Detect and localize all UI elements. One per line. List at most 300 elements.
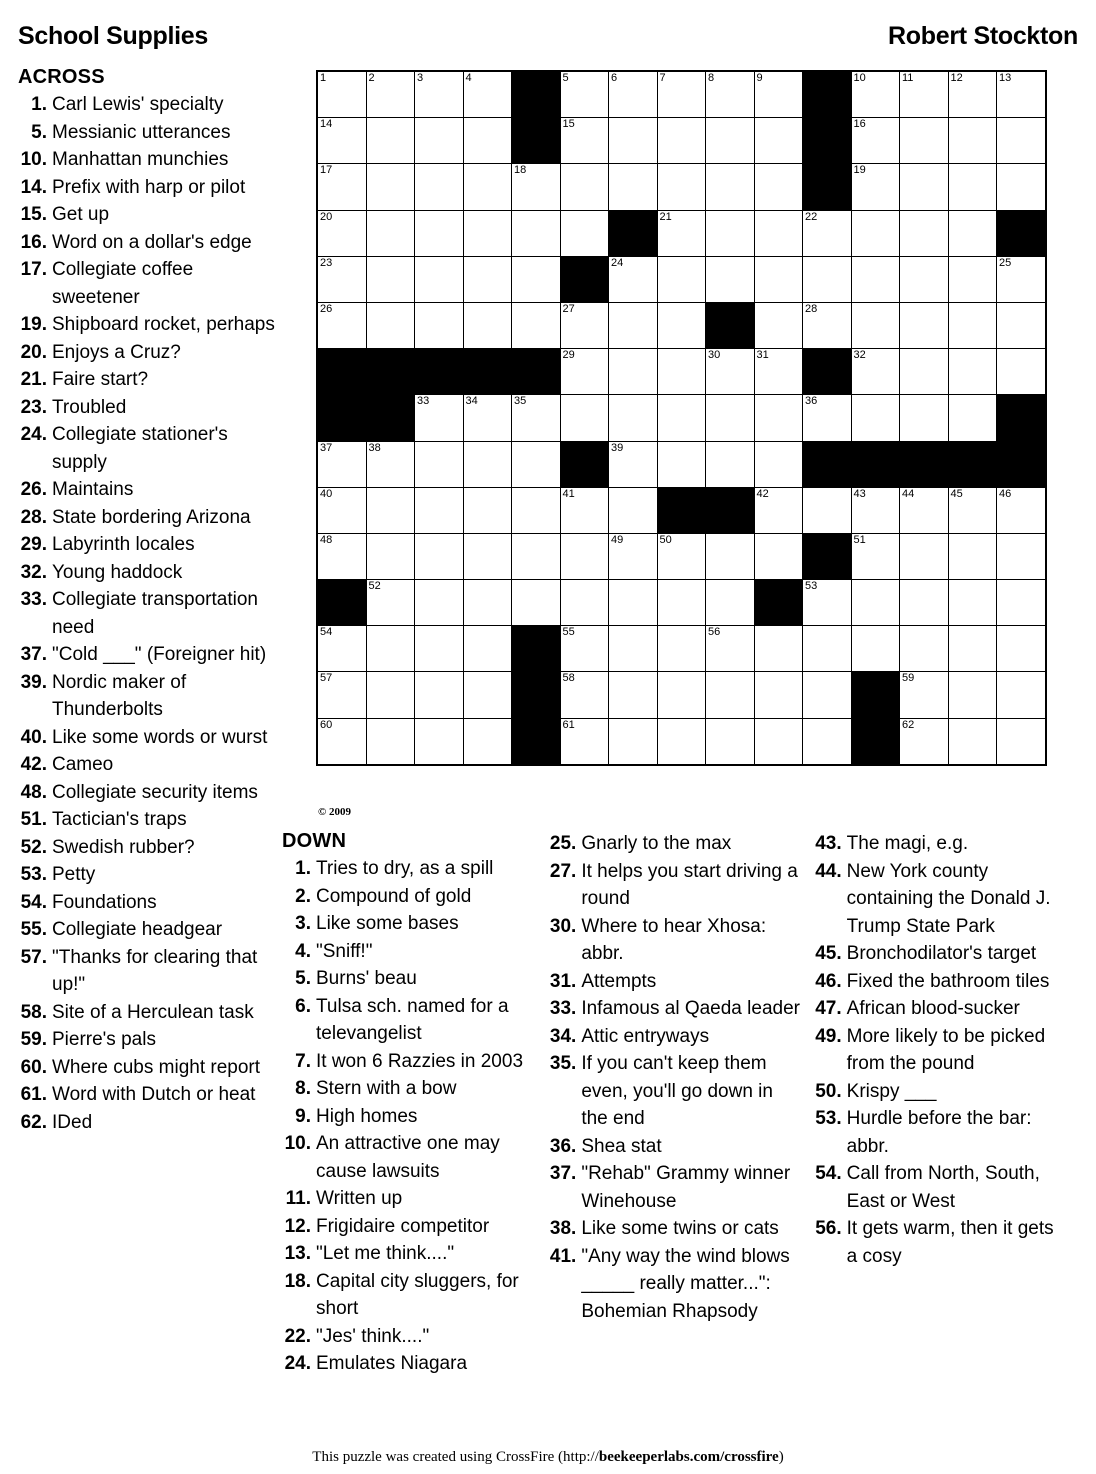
clue-number: 37. bbox=[549, 1163, 577, 1184]
grid-cell[interactable] bbox=[366, 718, 415, 765]
grid-cell-number: 30 bbox=[708, 349, 721, 362]
grid-cell[interactable] bbox=[706, 533, 755, 579]
grid-cell[interactable] bbox=[900, 533, 949, 579]
grid-cell[interactable] bbox=[900, 164, 949, 210]
grid-table[interactable] bbox=[316, 70, 1047, 766]
grid-cell[interactable] bbox=[657, 672, 706, 718]
grid-cell[interactable] bbox=[415, 441, 464, 487]
grid-cell[interactable] bbox=[609, 256, 658, 302]
grid-cell[interactable] bbox=[754, 302, 803, 348]
grid-cell[interactable] bbox=[851, 349, 900, 395]
grid-cell[interactable] bbox=[754, 349, 803, 395]
clue-item bbox=[18, 834, 286, 862]
clue-text: Tulsa sch. named for a televangelist bbox=[316, 995, 509, 1044]
grid-cell[interactable] bbox=[948, 71, 997, 118]
grid-cell[interactable] bbox=[317, 256, 366, 302]
grid-cell[interactable] bbox=[415, 256, 464, 302]
grid-cell[interactable] bbox=[317, 164, 366, 210]
grid-cell[interactable] bbox=[415, 71, 464, 118]
clue-number: 7. bbox=[295, 1050, 311, 1072]
grid-cell[interactable] bbox=[803, 302, 852, 348]
grid-cell-block bbox=[560, 256, 609, 302]
grid-cell[interactable] bbox=[657, 302, 706, 348]
grid-cell[interactable] bbox=[609, 395, 658, 441]
clue-number: 45. bbox=[815, 943, 842, 964]
clue-number: 58. bbox=[20, 1001, 47, 1023]
grid-cell[interactable] bbox=[415, 718, 464, 765]
grid-cell[interactable] bbox=[463, 580, 512, 626]
clue-text: Infamous al Qaeda leader bbox=[581, 998, 800, 1019]
clue-text: Young haddock bbox=[52, 561, 183, 583]
clue-number: 17. bbox=[20, 259, 47, 280]
grid-cell[interactable] bbox=[754, 672, 803, 718]
grid-cell[interactable] bbox=[366, 302, 415, 348]
grid-cell[interactable] bbox=[512, 210, 561, 256]
grid-cell[interactable] bbox=[512, 256, 561, 302]
grid-cell-block bbox=[512, 118, 561, 164]
clue-item bbox=[18, 146, 286, 174]
clue-item bbox=[282, 855, 537, 883]
author-name: Robert Stockton bbox=[888, 22, 1078, 50]
grid-cell[interactable] bbox=[900, 626, 949, 672]
grid-cell[interactable] bbox=[706, 395, 755, 441]
clue-item bbox=[547, 968, 802, 996]
clue-number: 13. bbox=[284, 1243, 311, 1264]
grid-cell[interactable] bbox=[512, 487, 561, 533]
grid-cell[interactable] bbox=[948, 210, 997, 256]
grid-cell[interactable] bbox=[948, 626, 997, 672]
grid-cell[interactable] bbox=[754, 533, 803, 579]
grid-cell[interactable] bbox=[415, 672, 464, 718]
grid-cell[interactable] bbox=[657, 626, 706, 672]
clue-item bbox=[547, 1160, 802, 1215]
grid-cell[interactable] bbox=[948, 349, 997, 395]
grid-cell-number: 39 bbox=[611, 441, 624, 454]
grid-cell[interactable] bbox=[463, 626, 512, 672]
grid-cell-number: 48 bbox=[320, 533, 333, 546]
clue-text: It won 6 Razzies in 2003 bbox=[316, 1050, 524, 1072]
grid-cell[interactable] bbox=[754, 626, 803, 672]
grid-cell-block bbox=[366, 395, 415, 441]
grid-cell[interactable] bbox=[900, 210, 949, 256]
grid-cell[interactable] bbox=[463, 533, 512, 579]
grid-cell[interactable] bbox=[754, 164, 803, 210]
grid-cell[interactable] bbox=[415, 395, 464, 441]
grid-cell-number: 23 bbox=[320, 256, 333, 269]
grid-cell-number: 12 bbox=[950, 72, 963, 84]
grid-cell[interactable] bbox=[657, 71, 706, 118]
grid-cell[interactable] bbox=[997, 71, 1046, 118]
grid-cell-block bbox=[317, 395, 366, 441]
clue-text: Petty bbox=[52, 864, 96, 885]
grid-cell[interactable] bbox=[754, 71, 803, 118]
clue-text: Messianic utterances bbox=[52, 121, 231, 143]
grid-cell[interactable] bbox=[609, 718, 658, 765]
grid-cell-number: 27 bbox=[562, 302, 575, 315]
grid-row bbox=[317, 672, 1046, 718]
grid-cell[interactable] bbox=[706, 580, 755, 626]
grid-cell[interactable] bbox=[706, 349, 755, 395]
clue-text: Burns' beau bbox=[316, 968, 417, 989]
grid-cell[interactable] bbox=[317, 672, 366, 718]
grid-cell[interactable] bbox=[997, 256, 1046, 302]
grid-cell[interactable] bbox=[803, 626, 852, 672]
grid-cell[interactable] bbox=[900, 256, 949, 302]
grid-cell[interactable] bbox=[366, 256, 415, 302]
grid-cell[interactable] bbox=[948, 395, 997, 441]
clue-item bbox=[547, 858, 802, 913]
grid-cell[interactable] bbox=[366, 210, 415, 256]
grid-cell[interactable] bbox=[366, 672, 415, 718]
clue-text: Word with Dutch or heat bbox=[52, 1084, 256, 1105]
grid-cell[interactable] bbox=[851, 626, 900, 672]
grid-cell[interactable] bbox=[900, 672, 949, 718]
clue-text: Capital city sluggers, for short bbox=[316, 1270, 519, 1319]
grid-cell[interactable] bbox=[657, 533, 706, 579]
grid-cell[interactable] bbox=[754, 441, 803, 487]
crossword-grid[interactable] bbox=[316, 70, 1047, 766]
grid-cell[interactable] bbox=[900, 718, 949, 765]
grid-cell[interactable] bbox=[657, 210, 706, 256]
grid-cell[interactable] bbox=[803, 580, 852, 626]
grid-cell[interactable] bbox=[997, 672, 1046, 718]
clue-text: "Cold ___" (Foreigner hit) bbox=[52, 644, 267, 665]
grid-cell[interactable] bbox=[803, 256, 852, 302]
grid-cell[interactable] bbox=[900, 302, 949, 348]
clue-number: 23. bbox=[20, 396, 47, 418]
down-column-2 bbox=[547, 830, 812, 1378]
clue-text: Attic entryways bbox=[581, 1025, 710, 1047]
grid-cell[interactable] bbox=[803, 395, 852, 441]
grid-cell[interactable] bbox=[415, 580, 464, 626]
grid-cell[interactable] bbox=[851, 118, 900, 164]
grid-cell[interactable] bbox=[754, 718, 803, 765]
grid-cell[interactable] bbox=[463, 441, 512, 487]
grid-cell[interactable] bbox=[948, 672, 997, 718]
clue-text: Nordic maker of Thunderbolts bbox=[52, 671, 187, 720]
grid-cell[interactable] bbox=[463, 256, 512, 302]
grid-cell[interactable] bbox=[560, 672, 609, 718]
grid-cell[interactable] bbox=[900, 349, 949, 395]
grid-cell[interactable] bbox=[609, 580, 658, 626]
grid-cell[interactable] bbox=[754, 210, 803, 256]
grid-cell[interactable] bbox=[560, 626, 609, 672]
clue-item bbox=[18, 806, 286, 834]
clue-text: Call from North, South, East or West bbox=[846, 1163, 1040, 1212]
grid-cell[interactable] bbox=[900, 580, 949, 626]
grid-cell[interactable] bbox=[997, 533, 1046, 579]
grid-cell[interactable] bbox=[366, 533, 415, 579]
grid-cell[interactable] bbox=[997, 349, 1046, 395]
clue-item bbox=[18, 311, 286, 339]
footer-prefix: This puzzle was created using CrossFire (http:// bbox=[312, 1449, 599, 1465]
grid-cell[interactable] bbox=[997, 580, 1046, 626]
grid-cell[interactable] bbox=[900, 71, 949, 118]
grid-cell[interactable] bbox=[415, 302, 464, 348]
grid-cell[interactable] bbox=[997, 487, 1046, 533]
clue-item bbox=[18, 229, 286, 257]
grid-cell[interactable] bbox=[463, 118, 512, 164]
grid-cell[interactable] bbox=[803, 718, 852, 765]
grid-cell-number: 43 bbox=[853, 487, 866, 500]
grid-cell[interactable] bbox=[706, 441, 755, 487]
grid-cell-block bbox=[415, 349, 464, 395]
grid-cell[interactable] bbox=[997, 626, 1046, 672]
clue-item bbox=[18, 339, 286, 367]
clue-number: 27. bbox=[549, 860, 577, 882]
grid-cell[interactable] bbox=[754, 118, 803, 164]
grid-cell-number: 2 bbox=[368, 72, 375, 84]
grid-cell-number: 52 bbox=[368, 580, 381, 593]
grid-cell[interactable] bbox=[463, 164, 512, 210]
grid-cell[interactable] bbox=[657, 118, 706, 164]
grid-cell[interactable] bbox=[948, 256, 997, 302]
grid-cell[interactable] bbox=[609, 349, 658, 395]
grid-cell[interactable] bbox=[560, 118, 609, 164]
grid-cell-block bbox=[706, 487, 755, 533]
clue-item bbox=[813, 995, 1068, 1023]
grid-cell[interactable] bbox=[706, 210, 755, 256]
clue-number: 5. bbox=[31, 121, 47, 143]
clue-number: 3. bbox=[295, 913, 311, 934]
grid-cell[interactable] bbox=[512, 164, 561, 210]
grid-cell[interactable] bbox=[754, 395, 803, 441]
grid-cell[interactable] bbox=[463, 395, 512, 441]
grid-cell[interactable] bbox=[706, 164, 755, 210]
grid-cell[interactable] bbox=[657, 256, 706, 302]
grid-cell[interactable] bbox=[415, 487, 464, 533]
grid-cell[interactable] bbox=[512, 533, 561, 579]
across-clues-column bbox=[18, 66, 286, 1136]
grid-cell-number: 40 bbox=[320, 487, 333, 500]
clue-item bbox=[18, 91, 286, 119]
grid-cell-number: 50 bbox=[659, 533, 672, 546]
clue-item bbox=[813, 830, 1068, 858]
grid-cell[interactable] bbox=[317, 626, 366, 672]
grid-cell[interactable] bbox=[803, 210, 852, 256]
grid-cell[interactable] bbox=[851, 210, 900, 256]
grid-cell[interactable] bbox=[657, 441, 706, 487]
grid-cell-block bbox=[900, 441, 949, 487]
grid-cell[interactable] bbox=[609, 441, 658, 487]
grid-cell[interactable] bbox=[657, 580, 706, 626]
grid-cell[interactable] bbox=[948, 580, 997, 626]
grid-cell[interactable] bbox=[317, 210, 366, 256]
clue-number: 61. bbox=[20, 1084, 47, 1105]
clue-item bbox=[18, 421, 286, 476]
grid-cell[interactable] bbox=[512, 441, 561, 487]
clue-number: 43. bbox=[815, 833, 842, 854]
grid-cell[interactable] bbox=[900, 395, 949, 441]
grid-cell[interactable] bbox=[851, 580, 900, 626]
grid-cell[interactable] bbox=[317, 533, 366, 579]
grid-cell[interactable] bbox=[415, 533, 464, 579]
grid-cell-number: 5 bbox=[562, 72, 569, 84]
grid-cell[interactable] bbox=[463, 210, 512, 256]
grid-cell[interactable] bbox=[560, 349, 609, 395]
grid-cell[interactable] bbox=[851, 302, 900, 348]
grid-cell[interactable] bbox=[609, 302, 658, 348]
grid-cell[interactable] bbox=[609, 487, 658, 533]
clue-text: If you can't keep them even, you'll go down in the end bbox=[581, 1053, 773, 1129]
grid-cell[interactable] bbox=[560, 487, 609, 533]
grid-cell-number: 13 bbox=[999, 72, 1012, 84]
grid-cell[interactable] bbox=[609, 626, 658, 672]
down-clues-area bbox=[282, 830, 1078, 1378]
clue-item bbox=[18, 586, 286, 641]
clue-number: 39. bbox=[20, 671, 47, 693]
grid-cell[interactable] bbox=[512, 580, 561, 626]
grid-cell[interactable] bbox=[317, 441, 366, 487]
grid-cell-number: 37 bbox=[320, 441, 333, 454]
grid-cell[interactable] bbox=[512, 302, 561, 348]
grid-cell[interactable] bbox=[317, 118, 366, 164]
grid-cell[interactable] bbox=[706, 626, 755, 672]
grid-cell[interactable] bbox=[366, 71, 415, 118]
grid-cell[interactable] bbox=[512, 395, 561, 441]
clue-number: 20. bbox=[20, 341, 47, 363]
grid-cell[interactable] bbox=[851, 71, 900, 118]
grid-cell[interactable] bbox=[366, 441, 415, 487]
grid-cell[interactable] bbox=[317, 302, 366, 348]
grid-cell[interactable] bbox=[560, 71, 609, 118]
grid-cell[interactable] bbox=[948, 718, 997, 765]
grid-cell[interactable] bbox=[463, 302, 512, 348]
clue-text: Collegiate coffee sweetener bbox=[52, 259, 194, 308]
grid-cell-block bbox=[512, 349, 561, 395]
clue-number: 18. bbox=[284, 1270, 311, 1292]
grid-cell[interactable] bbox=[657, 395, 706, 441]
grid-cell[interactable] bbox=[657, 718, 706, 765]
grid-cell[interactable] bbox=[851, 487, 900, 533]
grid-cell[interactable] bbox=[366, 118, 415, 164]
grid-cell[interactable] bbox=[851, 395, 900, 441]
clue-text: Faire start? bbox=[52, 369, 149, 390]
grid-cell[interactable] bbox=[706, 718, 755, 765]
grid-cell[interactable] bbox=[706, 256, 755, 302]
grid-cell[interactable] bbox=[900, 487, 949, 533]
grid-cell[interactable] bbox=[803, 487, 852, 533]
grid-cell[interactable] bbox=[948, 118, 997, 164]
grid-cell[interactable] bbox=[560, 164, 609, 210]
grid-cell-block bbox=[851, 672, 900, 718]
clue-item bbox=[282, 1075, 537, 1103]
clue-item bbox=[547, 1023, 802, 1051]
clue-item bbox=[282, 1350, 537, 1378]
grid-cell-block bbox=[609, 210, 658, 256]
grid-cell[interactable] bbox=[463, 71, 512, 118]
grid-cell[interactable] bbox=[997, 718, 1046, 765]
grid-cell[interactable] bbox=[560, 302, 609, 348]
grid-cell[interactable] bbox=[997, 164, 1046, 210]
grid-cell[interactable] bbox=[609, 118, 658, 164]
clue-text: African blood-sucker bbox=[846, 998, 1020, 1019]
clue-item bbox=[547, 1133, 802, 1161]
across-heading: ACROSS bbox=[18, 66, 105, 88]
grid-cell[interactable] bbox=[463, 672, 512, 718]
grid-cell[interactable] bbox=[609, 672, 658, 718]
grid-cell[interactable] bbox=[948, 487, 997, 533]
grid-cell[interactable] bbox=[317, 718, 366, 765]
clue-text: Troubled bbox=[52, 396, 127, 418]
clue-number: 50. bbox=[815, 1080, 842, 1102]
down-clue-list-1 bbox=[282, 855, 537, 1378]
grid-cell[interactable] bbox=[317, 71, 366, 118]
grid-cell[interactable] bbox=[851, 533, 900, 579]
grid-cell-number: 38 bbox=[368, 441, 381, 454]
grid-cell[interactable] bbox=[754, 487, 803, 533]
grid-cell[interactable] bbox=[754, 256, 803, 302]
clue-number: 60. bbox=[20, 1056, 47, 1078]
grid-cell[interactable] bbox=[560, 533, 609, 579]
grid-cell[interactable] bbox=[609, 533, 658, 579]
grid-cell-block bbox=[997, 395, 1046, 441]
grid-cell[interactable] bbox=[948, 302, 997, 348]
grid-cell-block bbox=[754, 580, 803, 626]
grid-cell[interactable] bbox=[997, 118, 1046, 164]
grid-cell[interactable] bbox=[560, 395, 609, 441]
grid-cell[interactable] bbox=[463, 718, 512, 765]
grid-cell[interactable] bbox=[366, 580, 415, 626]
grid-cell[interactable] bbox=[415, 210, 464, 256]
grid-cell[interactable] bbox=[706, 118, 755, 164]
down-column-1 bbox=[282, 830, 547, 1378]
clue-number: 41. bbox=[549, 1245, 577, 1267]
clue-item bbox=[547, 1215, 802, 1243]
clue-text: Cameo bbox=[52, 754, 114, 775]
grid-cell[interactable] bbox=[900, 118, 949, 164]
clue-item bbox=[813, 1023, 1068, 1078]
clue-number: 44. bbox=[815, 860, 842, 882]
grid-cell[interactable] bbox=[948, 533, 997, 579]
grid-cell[interactable] bbox=[948, 164, 997, 210]
clue-number: 32. bbox=[20, 561, 47, 583]
grid-cell[interactable] bbox=[803, 672, 852, 718]
clue-text: Prefix with harp or pilot bbox=[52, 176, 246, 198]
grid-cell-number: 54 bbox=[320, 626, 333, 639]
footer-link[interactable]: beekeeperlabs.com/crossfire bbox=[598, 1449, 779, 1465]
grid-cell[interactable] bbox=[851, 164, 900, 210]
grid-cell[interactable] bbox=[560, 210, 609, 256]
grid-cell[interactable] bbox=[366, 626, 415, 672]
grid-cell[interactable] bbox=[415, 118, 464, 164]
grid-cell[interactable] bbox=[851, 256, 900, 302]
grid-cell-block bbox=[851, 718, 900, 765]
grid-cell[interactable] bbox=[560, 718, 609, 765]
clue-text: Hurdle before the bar: abbr. bbox=[846, 1108, 1032, 1157]
grid-cell[interactable] bbox=[463, 487, 512, 533]
clue-text: More likely to be picked from the pound bbox=[846, 1025, 1046, 1074]
grid-cell-number: 20 bbox=[320, 210, 333, 223]
grid-cell[interactable] bbox=[609, 71, 658, 118]
grid-cell[interactable] bbox=[366, 164, 415, 210]
grid-cell[interactable] bbox=[415, 626, 464, 672]
grid-cell[interactable] bbox=[317, 487, 366, 533]
grid-cell[interactable] bbox=[706, 672, 755, 718]
clue-item bbox=[18, 1026, 286, 1054]
grid-cell[interactable] bbox=[609, 164, 658, 210]
grid-cell[interactable] bbox=[366, 487, 415, 533]
clue-text: An attractive one may cause lawsuits bbox=[316, 1133, 500, 1182]
grid-cell[interactable] bbox=[560, 580, 609, 626]
grid-cell[interactable] bbox=[997, 302, 1046, 348]
grid-cell[interactable] bbox=[657, 349, 706, 395]
clue-item bbox=[18, 119, 286, 147]
grid-cell[interactable] bbox=[706, 71, 755, 118]
clue-number: 24. bbox=[284, 1353, 311, 1374]
grid-cell[interactable] bbox=[415, 164, 464, 210]
grid-cell[interactable] bbox=[657, 164, 706, 210]
